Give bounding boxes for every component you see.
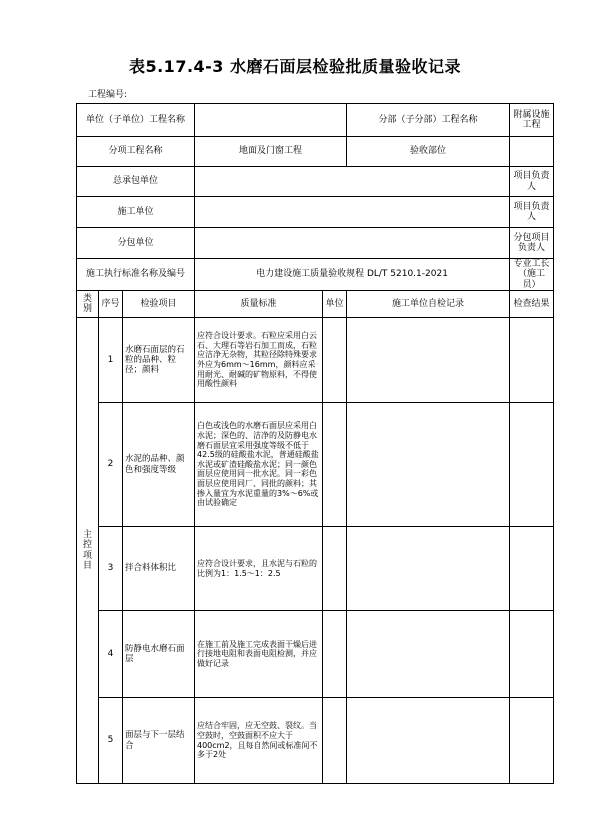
row-unit-field[interactable] [323,403,347,527]
row-self-check-field[interactable] [347,318,510,403]
project-manager-label-2: 项目负责人 [510,197,554,228]
general-contractor-label: 总承包单位 [77,167,195,197]
row-seq: 3 [99,527,123,611]
row-unit-field[interactable] [323,611,347,698]
row-self-check-field[interactable] [347,611,510,698]
col-category: 类别 [77,291,99,318]
row-item: 防静电水磨石面层 [123,611,195,698]
standard-field[interactable]: 电力建设施工质量验收规程 DL/T 5210.1-2021 [195,259,510,291]
row-self-check-field[interactable] [347,698,510,784]
subcontractor-field[interactable] [195,228,510,259]
col-self-check: 施工单位自检记录 [347,291,510,318]
foreman-label: 专业工长（施工员） [510,259,554,291]
row-unit-field[interactable] [323,527,347,611]
sub-project-manager-label: 分包项目负责人 [510,228,554,259]
construction-unit-field[interactable] [195,197,510,228]
sub-item-project-name-field[interactable]: 地面及门窗工程 [195,137,347,167]
row-item: 水泥的品种、颜色和强度等级 [123,403,195,527]
row-seq: 1 [99,318,123,403]
unit-project-name-field[interactable] [195,104,347,137]
row-standard: 应结合牢固，应无空鼓、裂纹。当空鼓时，空鼓面积不应大于400cm2，且每自然间或标准间不多于2处 [195,698,323,784]
subcontractor-label: 分包单位 [77,228,195,259]
acceptance-part-label: 验收部位 [347,137,510,167]
acceptance-record-table [76,103,554,784]
row-unit-field[interactable] [323,318,347,403]
project-number-label: 工程编号: [88,90,128,100]
row-result-field[interactable] [510,698,554,784]
row-unit-field[interactable] [323,698,347,784]
row-standard: 在施工前及施工完成表面干燥后进行接地电阻和表面电阻检测，并应做好记录 [195,611,323,698]
row-result-field[interactable] [510,527,554,611]
row-standard: 白色或浅色的水磨石面层应采用白水泥；深色的、洁净的及防静电水磨石面层宜采用强度等级不低于42.5级的硅酸盐水泥，普通硅酸盐水泥或矿渣硅酸盐水泥；同一颜色面层应使用同一批水泥。同一彩色面层应使用同厂、同批的颜料；其掺入量宜为水泥重量的3%～6%或由试验确定 [195,403,323,527]
row-self-check-field[interactable] [347,403,510,527]
row-result-field[interactable] [510,318,554,403]
col-unit: 单位 [323,291,347,318]
row-seq: 5 [99,698,123,784]
row-seq: 2 [99,403,123,527]
general-contractor-field[interactable] [195,167,510,197]
subdivision-project-name-label: 分部（子分部）工程名称 [347,104,510,137]
construction-unit-label: 施工单位 [77,197,195,228]
unit-project-name-label: 单位（子单位）工程名称 [77,104,195,137]
row-item: 水磨石面层的石粒的品种、粒径；颜料 [123,318,195,403]
row-result-field[interactable] [510,611,554,698]
page-title: 表5.17.4-3 水磨石面层检验批质量验收记录 [128,57,462,76]
row-standard: 应符合设计要求。石粒应采用白云石、大理石等岩石加工而成，石粒应洁净无杂物，其粒径除特殊要求外应为6mm～16mm，颜料应采用耐光、耐碱的矿物原料，不得使用酸性颜料 [195,318,323,403]
col-standard: 质量标准 [195,291,323,318]
row-seq: 4 [99,611,123,698]
project-manager-label: 项目负责人 [510,167,554,197]
row-result-field[interactable] [510,403,554,527]
subdivision-project-name-field[interactable]: 附属设施工程 [510,104,554,137]
sub-item-project-name-label: 分项工程名称 [77,137,195,167]
col-result: 检查结果 [510,291,554,318]
category-main-control: 主控项目 [77,318,99,784]
col-item: 检验项目 [123,291,195,318]
row-item: 拌合料体积比 [123,527,195,611]
row-standard: 应符合设计要求，且水泥与石粒的比例为1：1.5～1：2.5 [195,527,323,611]
col-seq: 序号 [99,291,123,318]
row-item: 面层与下一层结合 [123,698,195,784]
standard-label: 施工执行标准名称及编号 [77,259,195,291]
row-self-check-field[interactable] [347,527,510,611]
acceptance-part-field[interactable] [510,137,554,167]
